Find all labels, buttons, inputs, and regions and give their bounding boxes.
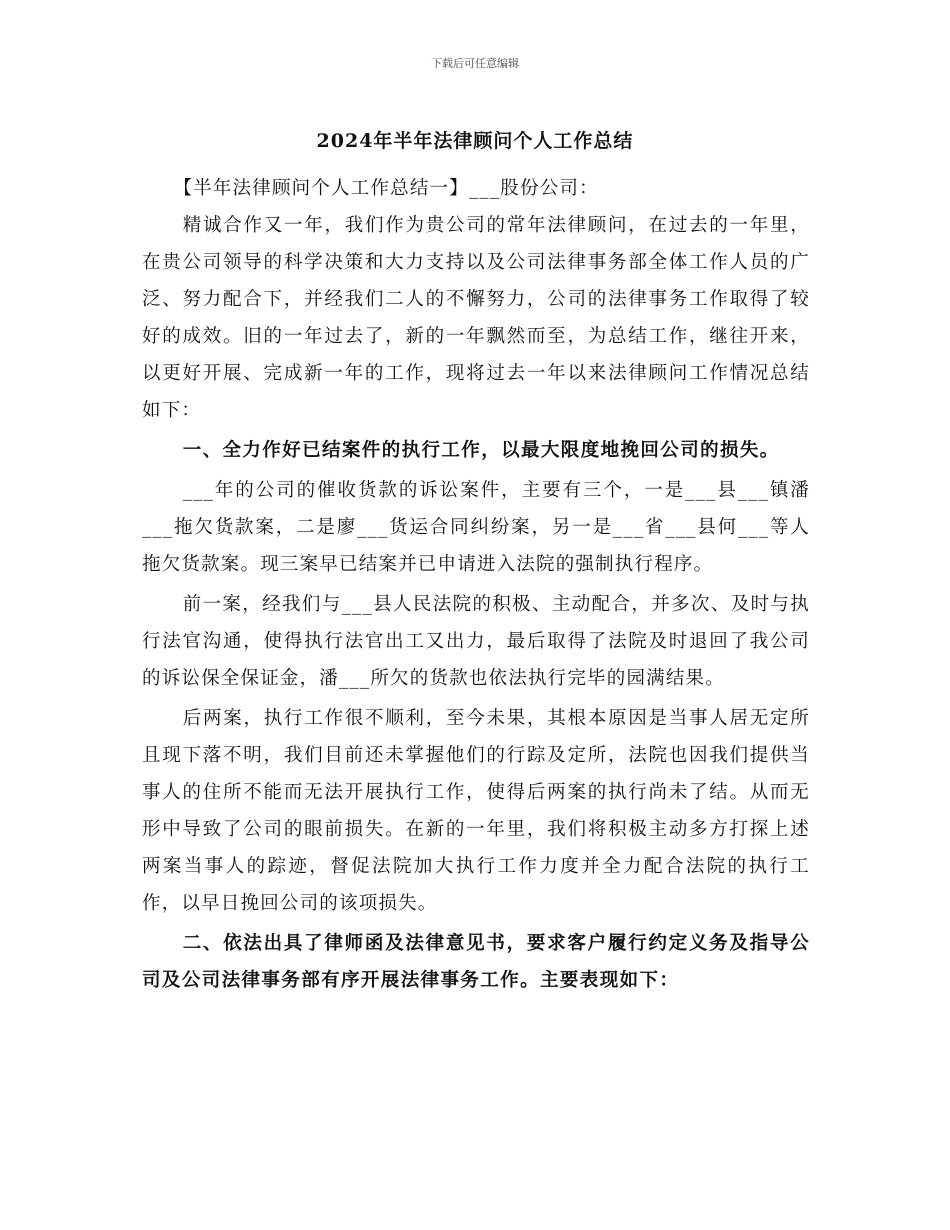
cases-paragraph: ___年的公司的催收货款的诉讼案件，主要有三个，一是___县___镇潘___拖欠货款案，二是廖___货运合同纠纷案，另一是___省___县何___等人拖欠货款案。现三案早已结案并已申请进入法院的强制执行程序。 — [142, 480, 810, 575]
salutation-paragraph: 【半年法律顾问个人工作总结一】___股份公司： — [173, 178, 599, 199]
section-heading-2: 二、依法出具了律师函及法律意见书，要求客户履行约定义务及指导公司及公司法律事务部有序开展法律事务工作。主要表现如下： — [142, 933, 810, 991]
header-note: 下载后可任意编辑 — [431, 57, 519, 70]
document-body — [142, 170, 810, 1002]
other-cases-paragraph: 后两案，执行工作很不顺利，至今未果，其根本原因是当事人居无定所且现下落不明，我们目前还未掌握他们的行踪及定所，法院也因我们提供当事人的住所不能而无法开展执行工作，使得后两案的执行尚未了结。从而无形中导致了公司的眼前损失。在新的一年里，我们将积极主动多方打探上述两案当事人的踪迹，督促法院加大执行工作力度并全力配合法院的执行工作，以早日挽回公司的该项损失。 — [142, 708, 810, 914]
section-heading-1: 一、全力作好已结案件的执行工作，以最大限度地挽回公司的损失。 — [182, 440, 780, 461]
document-title: 2024年半年法律顾问个人工作总结 — [316, 130, 634, 152]
first-case-paragraph: 前一案，经我们与___县人民法院的积极、主动配合，并多次、及时与执行法官沟通，使得执行法官出工又出力，最后取得了法院及时退回了我公司的诉讼保全保证金，潘___所欠的货款也依法执行完毕的园满结果。 — [142, 594, 810, 689]
intro-paragraph: 精诚合作又一年，我们作为贵公司的常年法律顾问，在过去的一年里，在贵公司领导的科学决策和大力支持以及公司法律事务部全体工作人员的广泛、努力配合下，并经我们二人的不懈努力，公司的法律事务工作取得了较好的成效。旧的一年过去了，新的一年飘然而至，为总结工作，继往开来，以更好开展、完成新一年的工作，现将过去一年以来法律顾问工作情况总结如下： — [142, 215, 810, 421]
